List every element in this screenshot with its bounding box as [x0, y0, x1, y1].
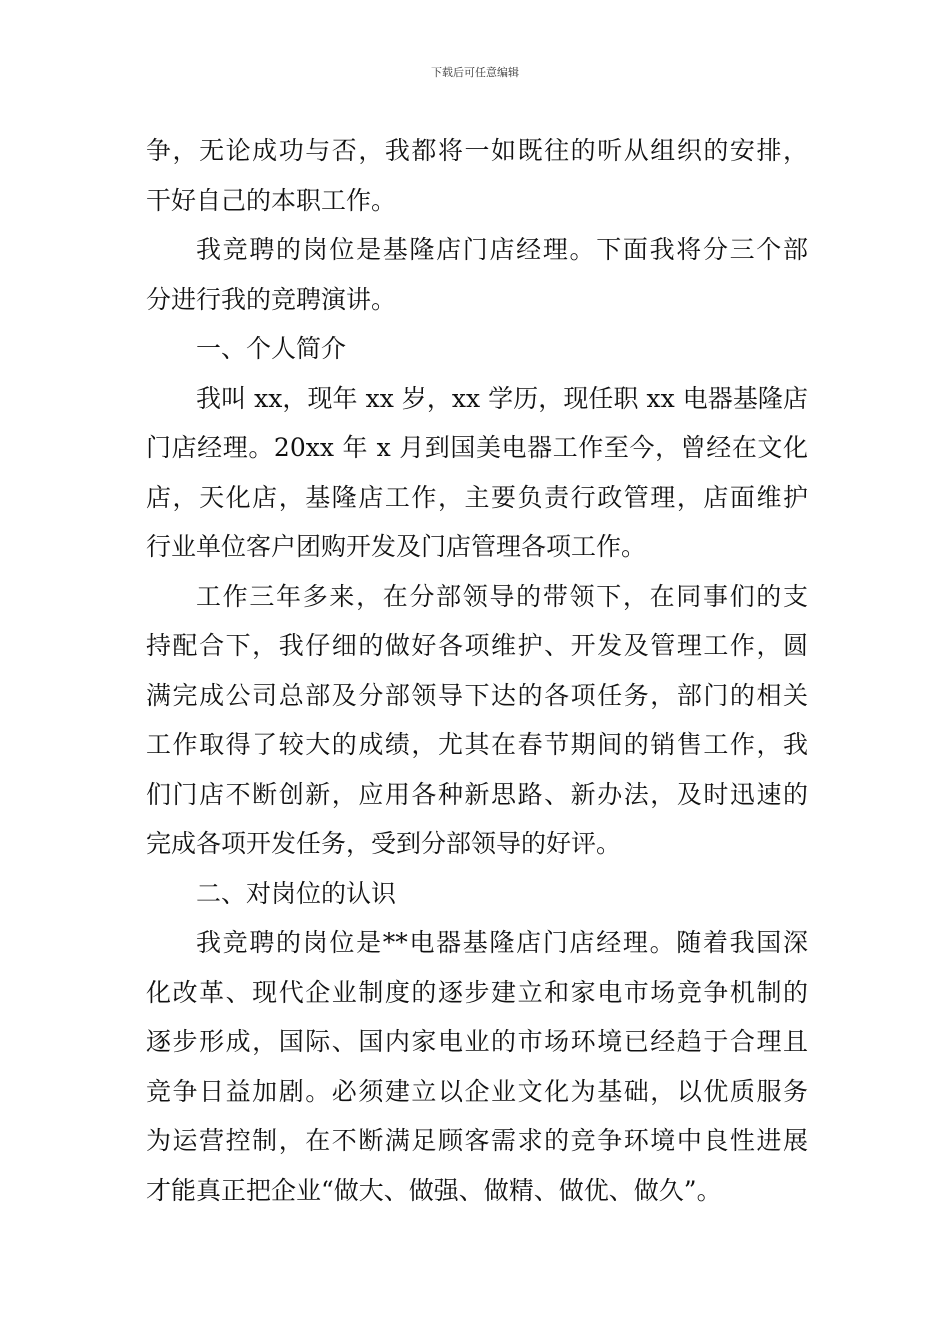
text-line: 干好自己的本职工作。: [146, 185, 397, 215]
text-line: 们门店不断创新，应用各种新思路、新办法，及时迅速的: [146, 779, 808, 809]
document-body: [146, 126, 808, 1215]
text-line: 店，天化店，基隆店工作，主要负责行政管理，店面维护: [146, 482, 808, 512]
text-line: 争，无论成功与否，我都将一如既往的听从组织的安排，: [146, 136, 808, 165]
text-line: 分进行我的竞聘演讲。: [146, 284, 397, 314]
page-header-note: 下载后可任意编辑: [431, 66, 519, 79]
text-line: 我叫 xx，现年 xx 岁，xx 学历，现任职 xx 电器基隆店: [196, 383, 808, 413]
text-line: 逐步形成，国际、国内家电业的市场环境已经趋于合理且: [146, 1027, 808, 1056]
text-line: 完成各项开发任务，受到分部领导的好评。: [146, 829, 622, 858]
text-line: 化改革、现代企业制度的逐步建立和家电市场竞争机制的: [146, 977, 808, 1007]
text-line: 工作三年多来，在分部领导的带领下，在同事们的支: [196, 581, 808, 611]
text-line: 满完成公司总部及分部领导下达的各项任务，部门的相关: [146, 680, 808, 710]
text-line: 我竞聘的岗位是基隆店门店经理。下面我将分三个部: [196, 235, 808, 264]
text-line: 为运营控制，在不断满足顾客需求的竞争环境中良性进展: [146, 1126, 808, 1155]
text-line: 二、对岗位的认识: [196, 878, 397, 908]
text-line: 竞争日益加剧。必须建立以企业文化为基础，以优质服务: [146, 1076, 808, 1106]
text-line: 一、个人简介: [196, 334, 347, 363]
text-line: 我竞聘的岗位是**电器基隆店门店经理。随着我国深: [196, 928, 808, 957]
text-line: 持配合下，我仔细的做好各项维护、开发及管理工作，圆: [146, 631, 808, 660]
text-line: 门店经理。20xx 年 x 月到国美电器工作至今，曾经在文化: [146, 433, 808, 462]
text-line: 行业单位客户团购开发及门店管理各项工作。: [146, 532, 647, 561]
text-line: 才能真正把企业“做大、做强、做精、做优、做久”。: [146, 1175, 722, 1205]
text-line: 工作取得了较大的成绩，尤其在春节期间的销售工作，我: [146, 730, 808, 759]
